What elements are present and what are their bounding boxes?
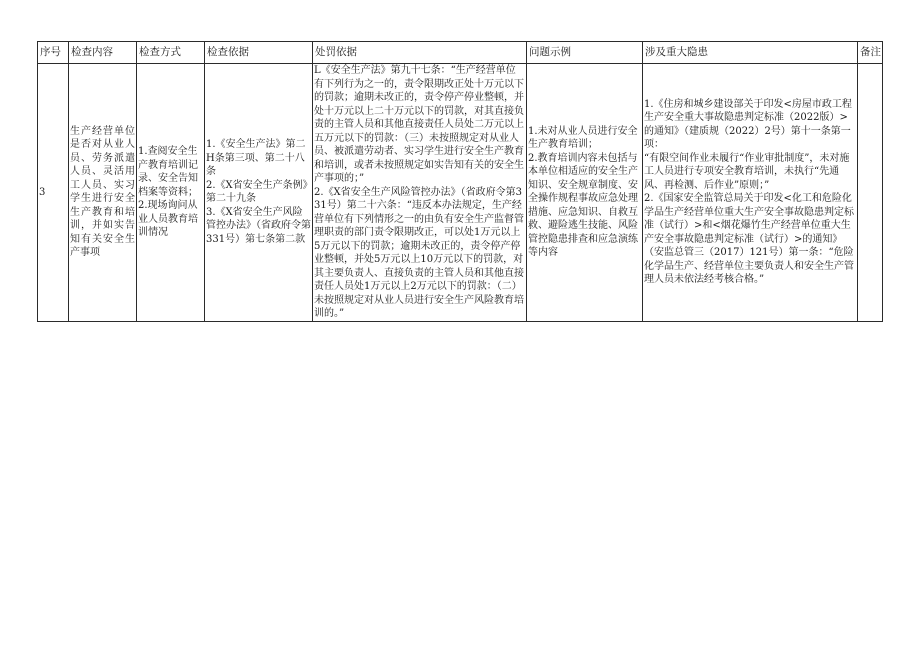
cell-method xyxy=(137,64,205,322)
header-hazard: 涉及重大隐患 xyxy=(643,42,858,64)
cell-remark xyxy=(858,64,883,322)
header-examples: 问题示例 xyxy=(527,42,643,64)
cell-examples-text: 1.未对从业人员进行安全生产教育培训； 2.教育培训内容未包括与本单位相适应的安全生产知识、安全规章制度、安全操作规程事故应急处理措施、应急知识、自救互救、避险逃生技能、风险管控隐患排查和应急演练等内容 xyxy=(528,125,638,259)
cell-method-text: 1.查阅安全生产教育培训记录、安全告知档案等资料； 2.现场询问从业人员教育培训情况 xyxy=(138,146,198,238)
header-basis: 检查依据 xyxy=(205,42,313,64)
cell-penalty xyxy=(313,64,527,322)
table-row xyxy=(38,64,883,322)
cell-basis-text: 1.《安全生产法》第二H条第三项、第二十八条 2.《X省安全生产条例》第二十九条 3.《X省安全生产风险管控办法》（省政府令第331号）第七条第二款 xyxy=(206,139,311,245)
cell-hazard-text: 1.《住房和城乡建设部关于印发<房屋市政工程生产安全重大事故隐患判定标准（2022版）>的通知》（建质规（2022）2号）第十一条第一项： “有限空间作业未履行“作业审批制度”，未对施工人员进行专项安全教育培训，未执行“先通风、再检测、后作业”原则；” 2.《国家安全监管总局关于印发<化工和危险化学品生产经营单位重大生产安全事故隐患判定标准（试行）>和<烟花爆竹生产经营单位重大生产安全事故隐患判定标准（试行）>的通知》（安监总管三（2017）121号）第一条：“危险化学品生产、经营单位主要负责人和安全生产管理人员未依法经考核合格。” xyxy=(644,98,854,286)
cell-content xyxy=(69,64,137,322)
cell-content-text: 生产经营单位是否对从业人员、劳务派遣人员、灵活用工人员、实习学生进行安全生产教育和培训，并如实告知有关安全生产事项 xyxy=(70,125,135,259)
cell-basis xyxy=(205,64,313,322)
cell-penalty-text: L《安全生产法》第九十七条：“生产经营单位有下列行为之一的，责令限期改正处十万元以下的罚款；逾期未改正的，责令停产停业整顿，并处十万元以上二十万元以下的罚款，对其直接负责的主管人员和其他直接责任人员处二万元以上五万元以下的罚款：（三）未按照规定对从业人员、被派遣劳动者、实习学生进行安全生产教育和培训，或者未按照规定如实告知有关的安全生产事项的；” 2.《X省安全生产风险管控办法》（省政府令第331号）第二十六条：“违反本办法规定，生产经营单位有下列情形之一的由负有安全生产监督管理职责的部门责令限期改正，可以处1万元以上5万元以下的罚款；逾期未改正的，责令停产停业整顿，并处5万元以上10万元以下的罚款，对其主要负责人、直接负责的主管人员和其他直接责任人员处1万元以上2万元以下的罚款：（二）未按照规定对从业人员进行安全生产风险教育培训的。” xyxy=(314,65,524,319)
cell-seq: 3 xyxy=(38,64,69,322)
table-header-row xyxy=(38,42,883,64)
header-method: 检查方式 xyxy=(137,42,205,64)
header-remark: 备注 xyxy=(858,42,883,64)
cell-examples xyxy=(527,64,643,322)
header-seq: 序号 xyxy=(38,42,69,64)
cell-hazard xyxy=(643,64,858,322)
header-content: 检查内容 xyxy=(69,42,137,64)
header-penalty: 处罚依据 xyxy=(313,42,527,64)
inspection-table xyxy=(37,41,883,322)
